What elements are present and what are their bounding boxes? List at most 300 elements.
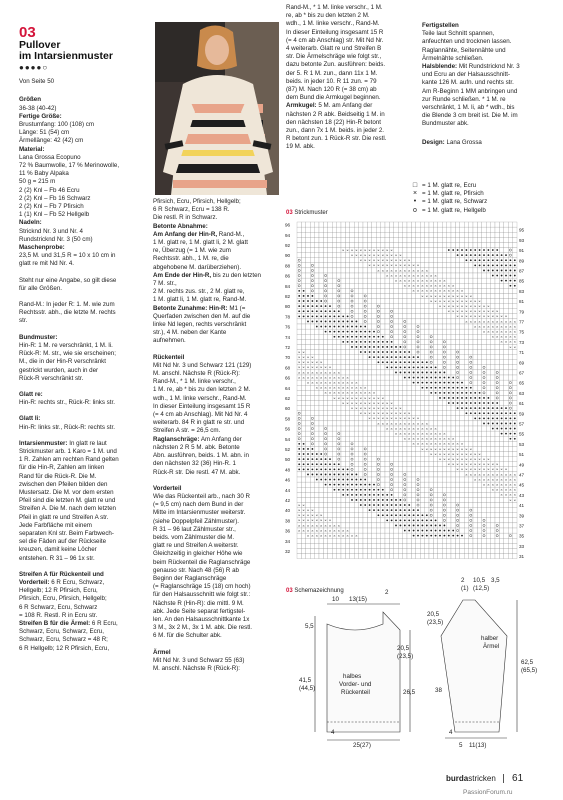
svg-text:×: × — [482, 303, 486, 309]
svg-text:×: × — [452, 461, 455, 467]
footer-divider — [503, 774, 504, 783]
svg-text:×: × — [430, 425, 433, 431]
chart-row-number-right: 77 — [519, 319, 525, 325]
text-line: 2 (2) Knl – Fb 46 Ecru — [19, 186, 80, 194]
svg-text:×: × — [368, 247, 371, 253]
from-page: Von Seite 50 — [19, 78, 55, 86]
body-label-1: halbes — [343, 673, 362, 680]
dim-13-15: 13(15) — [349, 596, 367, 603]
svg-text:×: × — [430, 298, 433, 304]
svg-text:×: × — [368, 405, 371, 411]
svg-text:×: × — [509, 471, 512, 477]
svg-text:×: × — [412, 278, 415, 283]
svg-text:×: × — [460, 313, 464, 319]
svg-text:×: × — [408, 420, 411, 426]
text-line: Teile laut Schnitt spannen, — [422, 30, 495, 38]
svg-text:×: × — [509, 492, 512, 498]
svg-text:×: × — [482, 471, 486, 477]
chart-row-number-right: 73 — [519, 339, 525, 345]
dim-sleeve-3-5: 3,5 — [491, 577, 500, 584]
svg-text:×: × — [302, 359, 305, 365]
text-line: str.), 4 M. neben der Kante — [153, 329, 227, 337]
text-line: 1 M. glatt re, 1 M. glatt li, 2 M. glatt — [153, 239, 248, 247]
svg-text:×: × — [315, 533, 318, 538]
svg-text:×: × — [306, 507, 310, 513]
svg-text:×: × — [496, 466, 499, 472]
svg-text:×: × — [311, 527, 314, 533]
svg-text:×: × — [320, 359, 323, 365]
text-line: Hin-R: rechts str., Rück-R: links str. — [19, 399, 115, 407]
dim-sleeve-65-5: (65,5) — [521, 667, 538, 674]
svg-text:×: × — [434, 283, 437, 289]
svg-text:×: × — [447, 441, 450, 447]
chart-row-number-left: 76 — [285, 324, 291, 330]
sizes-text: 36-38 (40-42) — [19, 104, 57, 112]
text-line: 50 g = 215 m — [19, 178, 56, 186]
svg-text:×: × — [399, 257, 402, 263]
column-2 — [153, 198, 278, 673]
svg-text:×: × — [328, 369, 332, 375]
svg-text:×: × — [482, 308, 486, 314]
svg-text:×: × — [355, 247, 358, 253]
svg-text:×: × — [460, 298, 464, 304]
text-line: weiterarb. 84 R in glatt re str. und — [153, 419, 245, 427]
svg-text:×: × — [399, 262, 402, 268]
svg-text:×: × — [302, 374, 305, 380]
svg-text:×: × — [328, 380, 332, 385]
svg-text:×: × — [408, 436, 411, 442]
chart-title — [286, 210, 328, 216]
text-line: bis zu den letzten — [212, 271, 261, 279]
legend-symbol: × — [412, 190, 418, 198]
svg-text:×: × — [399, 425, 402, 431]
stockinette-heading: Glatt re: — [19, 390, 43, 398]
svg-text:×: × — [355, 252, 358, 258]
finishing-heading: Fertigstellen — [422, 22, 459, 29]
text-line: gestrickt wurden, auch in der — [19, 366, 99, 374]
dim-41-5: 41,5 — [299, 677, 312, 684]
svg-text:×: × — [368, 257, 371, 263]
svg-text:×: × — [372, 415, 376, 421]
svg-text:×: × — [298, 522, 301, 528]
svg-text:×: × — [425, 278, 428, 283]
title-line-2: im Intarsienmuster — [19, 50, 113, 62]
raglan-heading: Raglanschräge: — [153, 435, 200, 443]
svg-text:×: × — [394, 257, 398, 263]
chart-row-number-right: 95 — [519, 227, 525, 233]
schema-label: Schemazeichnung — [294, 588, 344, 594]
text-line: Rand-M.: In jeder R: 1. M. wie zum — [19, 301, 115, 309]
text-line: Bundmuster abk. — [422, 120, 469, 128]
chart-row-number-right: 75 — [519, 329, 525, 335]
svg-text:×: × — [416, 267, 420, 273]
svg-text:×: × — [465, 318, 468, 324]
svg-text:×: × — [452, 441, 455, 447]
svg-text:×: × — [491, 487, 494, 493]
svg-text:×: × — [487, 329, 490, 334]
svg-text:×: × — [408, 272, 411, 278]
svg-text:×: × — [447, 293, 450, 299]
page-number: 61 — [512, 773, 524, 784]
svg-text:×: × — [474, 303, 477, 309]
svg-text:×: × — [320, 385, 323, 391]
text-line: 1 (1) Knl – Fb 52 Hellgelb — [19, 211, 90, 219]
svg-text:×: × — [421, 267, 424, 273]
svg-text:×: × — [412, 288, 415, 294]
svg-text:×: × — [364, 257, 367, 263]
svg-text:×: × — [355, 385, 358, 391]
text-line: für alle Größen. — [19, 284, 62, 292]
svg-text:×: × — [346, 374, 349, 380]
text-line: re, ab * bis zu den letzten 2 M. — [286, 12, 370, 20]
svg-text:×: × — [434, 288, 437, 294]
chart-row-number-right: 91 — [519, 248, 525, 254]
text-line: beim Rückenteil die Raglanschräge — [153, 558, 251, 566]
svg-text:×: × — [381, 252, 384, 258]
svg-text:×: × — [306, 512, 310, 518]
svg-text:×: × — [342, 385, 345, 391]
svg-text:×: × — [359, 405, 362, 411]
svg-text:×: × — [487, 303, 490, 309]
svg-text:×: × — [359, 410, 362, 416]
svg-text:×: × — [302, 517, 305, 523]
svg-text:×: × — [491, 329, 494, 334]
svg-text:×: × — [482, 313, 486, 319]
svg-text:×: × — [500, 487, 503, 493]
chart-legend — [408, 182, 487, 215]
svg-text:×: × — [302, 354, 305, 360]
svg-text:×: × — [359, 257, 362, 263]
svg-text:×: × — [430, 431, 433, 436]
svg-text:×: × — [474, 451, 477, 457]
svg-text:×: × — [434, 425, 437, 431]
svg-text:×: × — [487, 313, 490, 319]
svg-text:×: × — [438, 278, 442, 283]
svg-text:×: × — [416, 278, 420, 283]
chart-row-number-right: 61 — [519, 401, 525, 407]
svg-text:×: × — [346, 380, 349, 385]
svg-text:×: × — [460, 303, 464, 309]
svg-text:×: × — [513, 492, 516, 498]
svg-text:×: × — [386, 252, 389, 258]
svg-text:×: × — [403, 278, 406, 283]
svg-text:×: × — [311, 354, 314, 360]
svg-text:×: × — [324, 385, 327, 391]
chart-row-number-right: 45 — [519, 482, 525, 488]
svg-text:×: × — [403, 431, 406, 436]
svg-text:×: × — [504, 334, 508, 340]
chart-row-number-left: 78 — [285, 314, 291, 320]
svg-text:×: × — [364, 410, 367, 416]
svg-text:×: × — [315, 359, 318, 365]
svg-text:×: × — [306, 374, 310, 380]
chart-row-number-left: 74 — [285, 334, 291, 340]
svg-text:×: × — [346, 395, 349, 401]
svg-text:×: × — [342, 400, 345, 406]
back-heading: Rückenteil — [153, 353, 185, 361]
svg-text:×: × — [452, 436, 455, 442]
svg-text:×: × — [482, 456, 486, 462]
sleeve-outline — [441, 600, 507, 732]
svg-text:×: × — [333, 527, 336, 533]
svg-text:×: × — [474, 471, 477, 477]
svg-text:×: × — [403, 410, 406, 416]
svg-text:×: × — [350, 252, 354, 258]
svg-text:×: × — [408, 257, 411, 263]
svg-text:×: × — [311, 533, 314, 538]
svg-text:×: × — [509, 334, 512, 340]
column-4 — [422, 22, 557, 147]
svg-text:×: × — [447, 436, 450, 442]
svg-text:×: × — [478, 323, 481, 329]
svg-text:×: × — [513, 339, 516, 345]
svg-text:×: × — [412, 415, 415, 421]
svg-text:×: × — [513, 329, 516, 334]
svg-text:×: × — [456, 441, 459, 447]
svg-text:×: × — [500, 471, 503, 477]
body-label-3: Rückenteil — [341, 689, 370, 696]
svg-text:×: × — [416, 441, 420, 447]
svg-text:×: × — [443, 441, 446, 447]
text-line: Wie das Rückenteil arb., nach 30 R — [153, 492, 250, 500]
svg-text:×: × — [430, 436, 433, 442]
svg-text:×: × — [298, 512, 301, 518]
svg-text:×: × — [324, 517, 327, 523]
svg-text:×: × — [394, 431, 398, 436]
svg-text:×: × — [377, 395, 380, 401]
svg-text:×: × — [390, 415, 393, 421]
svg-text:×: × — [412, 441, 415, 447]
text-line: Streifen A. Die M. nach dem letzten — [19, 505, 116, 513]
svg-text:×: × — [368, 252, 371, 258]
svg-text:×: × — [491, 334, 494, 340]
svg-text:×: × — [456, 466, 459, 472]
pattern-title — [19, 40, 144, 62]
text-line: len. An den Halsausschnittkante 1x — [153, 615, 250, 623]
text-line: M1 (= — [229, 304, 246, 312]
footer-brand: burda — [446, 774, 469, 783]
svg-text:×: × — [368, 395, 371, 401]
text-line: Rück-R: M. str., wie sie erscheinen; — [19, 350, 116, 358]
svg-text:×: × — [386, 247, 389, 253]
svg-text:×: × — [452, 456, 455, 462]
svg-text:×: × — [355, 390, 358, 396]
svg-text:×: × — [474, 461, 477, 467]
chart-row-number-left: 58 — [285, 416, 291, 422]
svg-text:×: × — [465, 461, 468, 467]
text-line: Hellgelb; 12 R Pfirsich, Ecru, — [19, 587, 98, 595]
svg-text:×: × — [364, 247, 367, 253]
svg-text:×: × — [504, 313, 508, 319]
material-heading: Material: — [19, 145, 45, 153]
svg-text:×: × — [408, 415, 411, 421]
svg-text:×: × — [372, 390, 376, 396]
svg-text:×: × — [394, 278, 398, 283]
svg-text:×: × — [412, 425, 415, 431]
text-line: R betont zun. 1 Rück-R str. Die restl. — [286, 135, 387, 143]
chart-row-number-right: 57 — [519, 421, 525, 427]
svg-text:×: × — [438, 456, 442, 462]
svg-text:×: × — [394, 405, 398, 411]
text-line: Am R-Beginn 1 MM anbringen und — [422, 87, 518, 95]
chart-row-number-left: 84 — [285, 283, 291, 289]
svg-text:×: × — [298, 354, 301, 360]
svg-text:×: × — [496, 476, 499, 482]
dim-4: 4 — [331, 729, 335, 736]
svg-text:×: × — [364, 252, 367, 258]
svg-text:×: × — [504, 318, 508, 324]
svg-text:×: × — [328, 374, 332, 380]
dim-44-5: (44,5) — [299, 685, 316, 692]
svg-text:×: × — [372, 410, 376, 416]
svg-text:×: × — [438, 431, 442, 436]
svg-text:×: × — [482, 318, 486, 324]
svg-text:×: × — [469, 303, 472, 309]
chart-row-number-left: 80 — [285, 304, 291, 310]
svg-text:×: × — [438, 283, 442, 289]
svg-text:×: × — [452, 283, 455, 289]
svg-text:×: × — [315, 512, 318, 518]
svg-text:×: × — [465, 466, 468, 472]
svg-text:×: × — [298, 507, 301, 513]
text-line: Stricknd Nr. 3 und Nr. 4 — [19, 227, 83, 235]
svg-text:×: × — [381, 267, 384, 273]
svg-text:×: × — [430, 451, 433, 457]
svg-text:×: × — [403, 267, 406, 273]
svg-text:×: × — [438, 298, 442, 304]
svg-text:×: × — [399, 415, 402, 421]
svg-text:×: × — [421, 283, 424, 289]
svg-text:×: × — [452, 288, 455, 294]
svg-text:×: × — [315, 364, 318, 370]
svg-text:×: × — [447, 461, 450, 467]
text-line: den nächsten 32 (36) Hin-R. 1 — [153, 460, 236, 468]
text-line: linke Nd legen, rechts verschränkt — [153, 321, 247, 329]
svg-text:×: × — [478, 318, 481, 324]
svg-text:×: × — [394, 425, 398, 431]
chart-row-number-right: 81 — [519, 299, 525, 305]
svg-text:×: × — [333, 522, 336, 528]
chart-row-number-right: 31 — [519, 554, 525, 560]
chart-row-number-right: 51 — [519, 452, 525, 458]
svg-text:×: × — [496, 308, 499, 314]
text-line: Hin-R: links str., Rück-R: rechts str. — [19, 423, 115, 431]
svg-text:×: × — [337, 522, 340, 528]
text-line: genauso str. Nach 48 (56) R ab — [153, 566, 239, 574]
svg-text:×: × — [359, 390, 362, 396]
text-line: Pfirsich, Ecru, Pfirsich, Hellgelb; — [153, 198, 241, 205]
svg-text:×: × — [443, 288, 446, 294]
text-line: Hin-R: 1 M. re verschränkt, 1 M. li. — [19, 341, 113, 349]
chart-number: 03 — [286, 210, 293, 216]
svg-text:×: × — [315, 527, 318, 533]
svg-text:×: × — [509, 487, 512, 493]
legend-symbol: □ — [412, 182, 418, 189]
text-line: Lana Grossa Ecopuno — [19, 153, 81, 161]
text-line: den nächsten 18 (22) Hin-R betont — [286, 118, 381, 126]
svg-text:×: × — [342, 374, 345, 380]
svg-text:×: × — [465, 446, 468, 452]
chart-row-number-right: 67 — [519, 370, 525, 376]
chart-row-number-left: 48 — [285, 467, 291, 473]
text-line: Nächste R (Hin-R): die mittl. 9 M. — [153, 599, 244, 607]
chart-label: Strickmuster — [294, 210, 328, 216]
text-line: Am Anfang der — [200, 435, 242, 443]
legend-text: = 1 M. glatt re, Ecru — [422, 182, 477, 189]
svg-text:×: × — [377, 252, 380, 258]
svg-text:×: × — [513, 497, 516, 503]
svg-text:×: × — [460, 293, 464, 299]
svg-text:×: × — [434, 446, 437, 452]
svg-text:×: × — [496, 334, 499, 340]
schema-number: 03 — [286, 588, 293, 594]
svg-text:×: × — [504, 339, 508, 345]
svg-text:×: × — [434, 451, 437, 457]
svg-text:×: × — [403, 420, 406, 426]
svg-text:×: × — [421, 431, 424, 436]
svg-text:×: × — [460, 308, 464, 314]
gauge-heading: Maschenprobe: — [19, 244, 65, 252]
text-line: abgehobene M. darüberziehen). — [153, 263, 242, 271]
dim-sleeve-23-5: (23,5) — [427, 619, 444, 626]
svg-text:×: × — [306, 522, 310, 528]
svg-text:×: × — [368, 410, 371, 416]
svg-text:×: × — [456, 298, 459, 304]
svg-text:×: × — [337, 374, 340, 380]
svg-text:×: × — [465, 303, 468, 309]
svg-text:×: × — [372, 405, 376, 411]
svg-text:×: × — [324, 527, 327, 533]
svg-text:×: × — [342, 247, 345, 253]
chart-row-number-left: 96 — [285, 222, 291, 228]
svg-text:×: × — [487, 461, 490, 467]
svg-text:×: × — [443, 303, 446, 309]
text-line: Steht nur eine Angabe, so gilt diese — [19, 276, 117, 284]
svg-text:×: × — [513, 482, 516, 487]
svg-text:×: × — [478, 313, 481, 319]
chart-row-number-left: 72 — [285, 345, 291, 350]
svg-text:×: × — [421, 272, 424, 278]
svg-text:×: × — [416, 272, 420, 278]
svg-text:×: × — [504, 492, 508, 498]
column-3 — [286, 4, 411, 152]
dim-sleeve-20-5: 20,5 — [427, 611, 440, 618]
text-line: 6 R Ecru, Schwarz, — [51, 578, 105, 586]
text-line: Gleichzeitig in gleicher Höhe wie — [153, 550, 243, 558]
svg-text:×: × — [390, 262, 393, 268]
svg-text:×: × — [465, 471, 468, 477]
chart-row-number-left: 86 — [285, 273, 291, 279]
text-line: zwischen den Pfeilen bilden den — [19, 480, 108, 488]
svg-text:×: × — [509, 339, 512, 345]
svg-text:×: × — [359, 395, 362, 401]
svg-text:×: × — [372, 395, 376, 401]
svg-text:×: × — [346, 533, 349, 538]
text-line: Schwarz, Ecru, Schwarz = 48 R; — [19, 636, 108, 644]
svg-text:×: × — [342, 533, 345, 538]
chart-row-number-right: 43 — [519, 492, 525, 498]
svg-text:×: × — [438, 288, 442, 294]
chart-grid — [297, 222, 517, 559]
text-line: der 5. R 1 M. zun., dann 11x 1 M. — [286, 69, 378, 77]
chart-row-number-left: 38 — [285, 518, 291, 524]
text-line: str. Die Ärmelschräge wie folgt str., — [286, 53, 382, 61]
svg-text:×: × — [460, 456, 464, 462]
svg-text:×: × — [443, 451, 446, 457]
svg-text:×: × — [474, 298, 477, 304]
svg-text:×: × — [425, 425, 428, 431]
decrease-heading: Betonte Abnahme: — [153, 222, 208, 230]
